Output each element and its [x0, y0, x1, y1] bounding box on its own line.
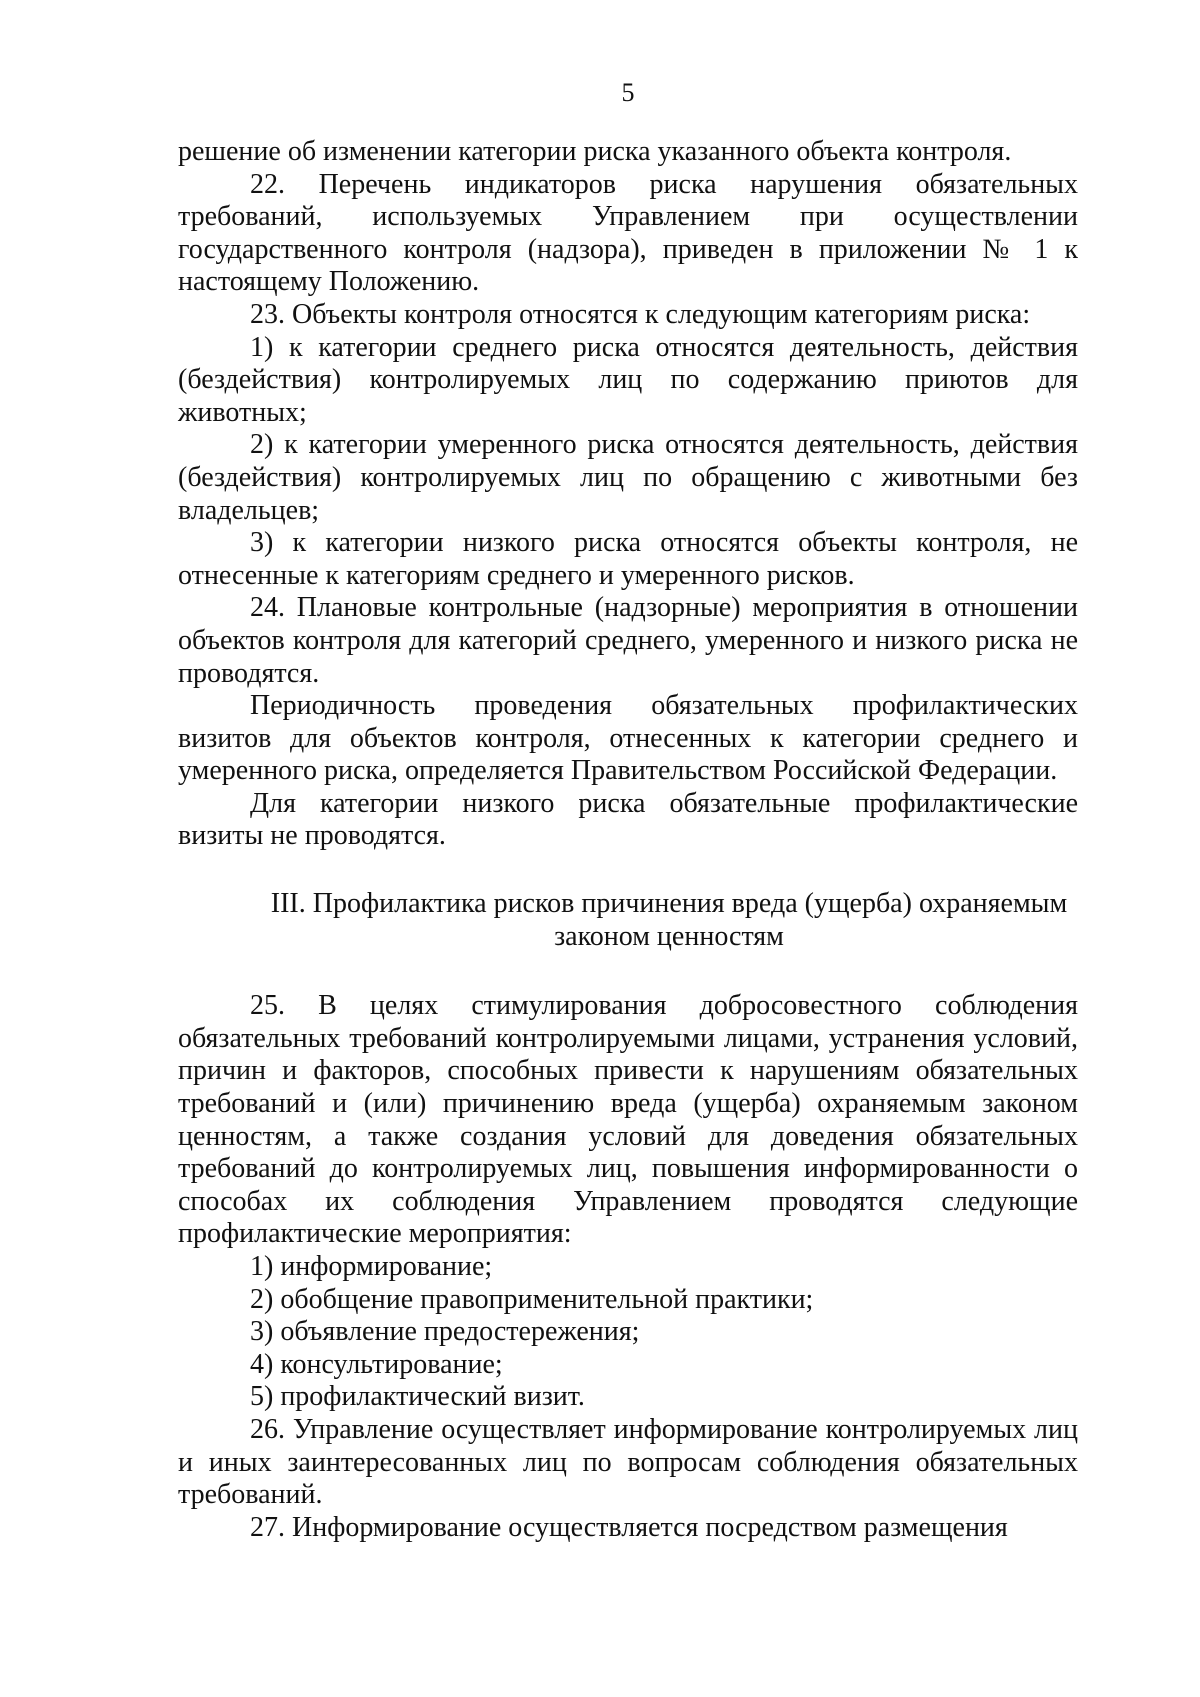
- document-page: [178, 0, 1078, 1697]
- measure-item: 3) объявление предостережения;: [250, 1316, 640, 1348]
- risk-category-low: 3) к категории низкого риска относятся объекты контроля, не отнесенные к категориям среднего и умеренного рисков.: [178, 527, 1078, 591]
- paragraph-23: 23. Объекты контроля относятся к следующим категориям риска:: [250, 298, 1031, 330]
- measure-item: 5) профилактический визит.: [250, 1381, 585, 1413]
- paragraph-periodicity: Периодичность проведения обязательных профилактических визитов для объектов контроля, отнесенных к категории среднего и умеренного риска, определяется Правительством Российской Федерации.: [178, 690, 1078, 787]
- paragraph-25: 25. В целях стимулирования добросовестного соблюдения обязательных требований контролируемыми лицами, устранения условий, причин и факторов, способных привести к нарушениям обязательных требований и (или) причинению вреда (ущерба) охраняемым законом ценностям, а также создания условий для доведения обязательных требований до контролируемых лиц, повышения информированности о способах их соблюдения Управлением проводятся следующие профилактические мероприятия:: [178, 990, 1078, 1250]
- section-heading-line-2: законом ценностям: [554, 920, 784, 952]
- section-heading-line-1: III. Профилактика рисков причинения вреда (ущерба) охраняемым: [270, 888, 1068, 920]
- risk-category-moderate: 2) к категории умеренного риска относятся деятельность, действия (бездействия) контролируемых лиц по обращению с животными без владельцев;: [178, 429, 1078, 526]
- paragraph-26: 26. Управление осуществляет информирование контролируемых лиц и иных заинтересованных лиц по вопросам соблюдения обязательных требований.: [178, 1413, 1078, 1511]
- paragraph-24: 24. Плановые контрольные (надзорные) мероприятия в отношении объектов контроля для категорий среднего, умеренного и низкого риска не проводятся.: [178, 592, 1078, 689]
- document-body: [178, 136, 1078, 1544]
- section-heading: [178, 888, 1078, 953]
- page-number: 5: [621, 78, 635, 107]
- measure-item: 1) информирование;: [250, 1251, 493, 1282]
- paragraph-22: 22. Перечень индикаторов риска нарушения обязательных требований, используемых Управлением при осуществлении государственного контроля (надзора), приведен в приложении № 1 к настоящему Положению.: [178, 168, 1078, 298]
- paragraph-27: 27. Информирование осуществляется посредством размещения: [250, 1511, 1008, 1543]
- measure-item: 2) обобщение правоприменительной практики;: [250, 1283, 814, 1315]
- paragraph-low-risk-visits: Для категории низкого риска обязательные профилактические визиты не проводятся.: [178, 787, 1078, 852]
- risk-category-medium: 1) к категории среднего риска относятся деятельность, действия (бездействия) контролируемых лиц по содержанию приютов для животных;: [178, 331, 1078, 428]
- paragraph-continuation: решение об изменении категории риска указанного объекта контроля.: [178, 136, 1012, 167]
- measure-item: 4) консультирование;: [250, 1348, 503, 1380]
